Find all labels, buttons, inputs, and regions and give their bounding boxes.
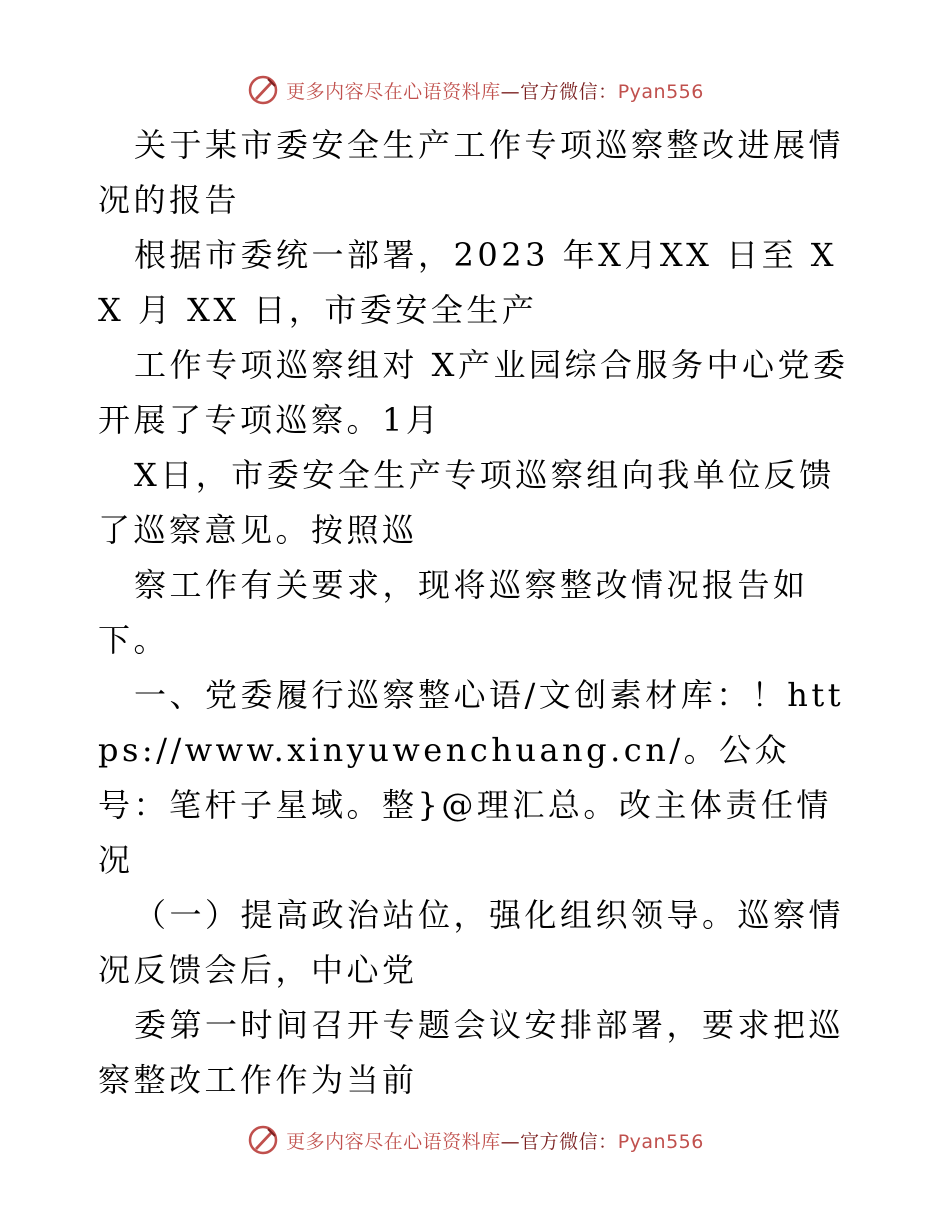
watermark-wechat-id: Pyan556 [617, 1130, 704, 1153]
paragraph: 工作专项巡察组对 X产业园综合服务中心党委开展了专项巡察。1月 [98, 346, 849, 439]
document-title: 关于某市委安全生产工作专项巡察整改进展情况的报告 [98, 126, 845, 219]
watermark-text [286, 1127, 704, 1154]
watermark-wechat-label: 官方微信： [520, 1130, 618, 1153]
paragraph: X日，市委安全生产专项巡察组向我单位反馈了巡察意见。按照巡 [98, 456, 835, 549]
watermark-brand: 更多内容尽在心语资料库 [286, 1130, 501, 1153]
quill-logo-icon [246, 1123, 280, 1157]
paragraph: 根据市委统一部署，2023 年X月XX 日至 XX 月 XX 日，市委安全生产 [98, 236, 838, 329]
watermark-text [286, 77, 704, 104]
document-body [98, 118, 858, 1108]
watermark-wechat-label: 官方微信： [520, 80, 618, 103]
paragraph: 察工作有关要求，现将巡察整改情况报告如下。 [98, 566, 809, 659]
watermark-brand: 更多内容尽在心语资料库 [286, 80, 501, 103]
watermark-separator: — [500, 1130, 521, 1153]
header-watermark [0, 70, 950, 110]
quill-logo-icon [246, 73, 280, 107]
watermark-separator: — [500, 80, 521, 103]
watermark-wechat-id: Pyan556 [617, 80, 704, 103]
section-heading: 一、党委履行巡察整心语/文创素材库：！https://www.xinyuwenchuang.cn/。公众号：笔杆子星域。整}@理汇总。改主体责任情况 [98, 676, 845, 879]
paragraph: （一）提高政治站位，强化组织领导。巡察情况反馈会后，中心党 [98, 896, 845, 989]
footer-watermark [0, 1120, 950, 1160]
paragraph: 委第一时间召开专题会议安排部署，要求把巡察整改工作作为当前 [98, 1006, 845, 1099]
